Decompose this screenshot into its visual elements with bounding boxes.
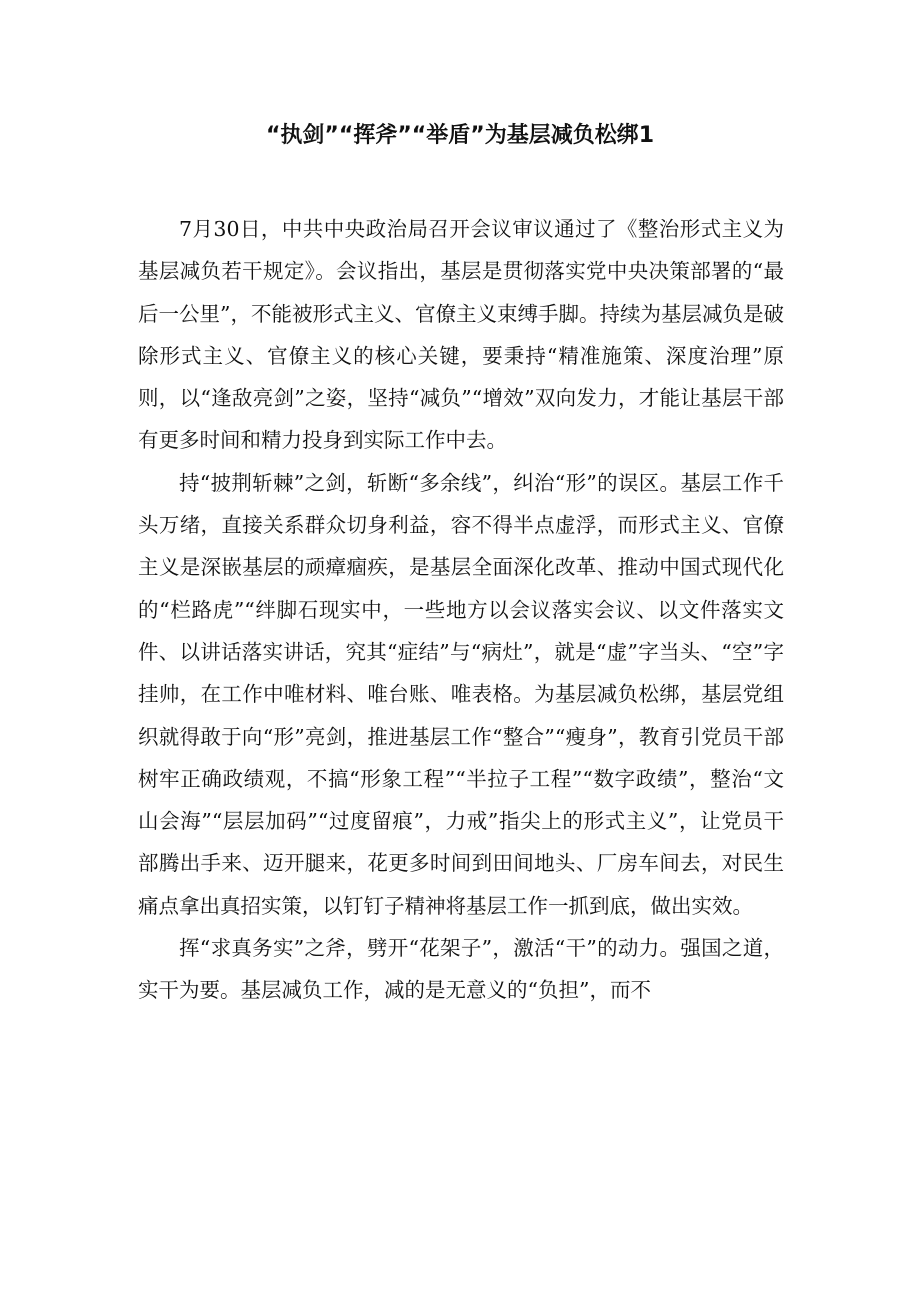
paragraph-intro: 7月30日，中共中央政治局召开会议审议通过了《整治形式主义为基层减负若干规定》。会议指出，基层是贯彻落实党中央决策部署的“最后一公里”，不能被形式主义、官僚主义束缚手脚。持续为基层减负是破除形式主义、官僚主义的核心关键，要秉持“精准施策、深度治理”原则，以“逢敌亮剑”之姿，坚持“减负”“增效”双向发力，才能让基层干部有更多时间和精力投身到实际工作中去。	[138, 217, 784, 453]
document-title: “执剑”“挥斧”“举盾”为基层减负松绑1	[265, 123, 655, 148]
paragraph-axe: 挥“求真务实”之斧，劈开“花架子”，激活“干”的动力。强国之道，实干为要。基层减负工作，减的是无意义的“负担”，而不	[138, 936, 784, 1003]
document-body	[138, 208, 784, 1012]
paragraph-sword: 持“披荆斩棘”之剑，斩断“多余线”，纠治“形”的误区。基层工作千头万绪，直接关系群众切身利益，容不得半点虚浮，而形式主义、官僚主义是深嵌基层的顽瘴痼疾，是基层全面深化改革、推动中国式现代化的“栏路虎”“绊脚石现实中，一些地方以会议落实会议、以文件落实文件、以讲话落实讲话，究其“症结”与“病灶”，就是“虚”字当头、“空”字挂帅，在工作中唯材料、唯台账、唯表格。为基层减负松绑，基层党组织就得敢于向“形”亮剑，推进基层工作“整合”“瘦身”，教育引党员干部树牢正确政绩观，不搞“形象工程”“半拉子工程”“数字政绩”，整治“文山会海”“层层加码”“过度留痕”，力戒”指尖上的形式主义”，让党员干部腾出手来、迈开腿来，花更多时间到田间地头、厂房车间去，对民生痛点拿出真招实策，以钉钉子精神将基层工作一抓到底，做出实效。	[138, 470, 784, 918]
